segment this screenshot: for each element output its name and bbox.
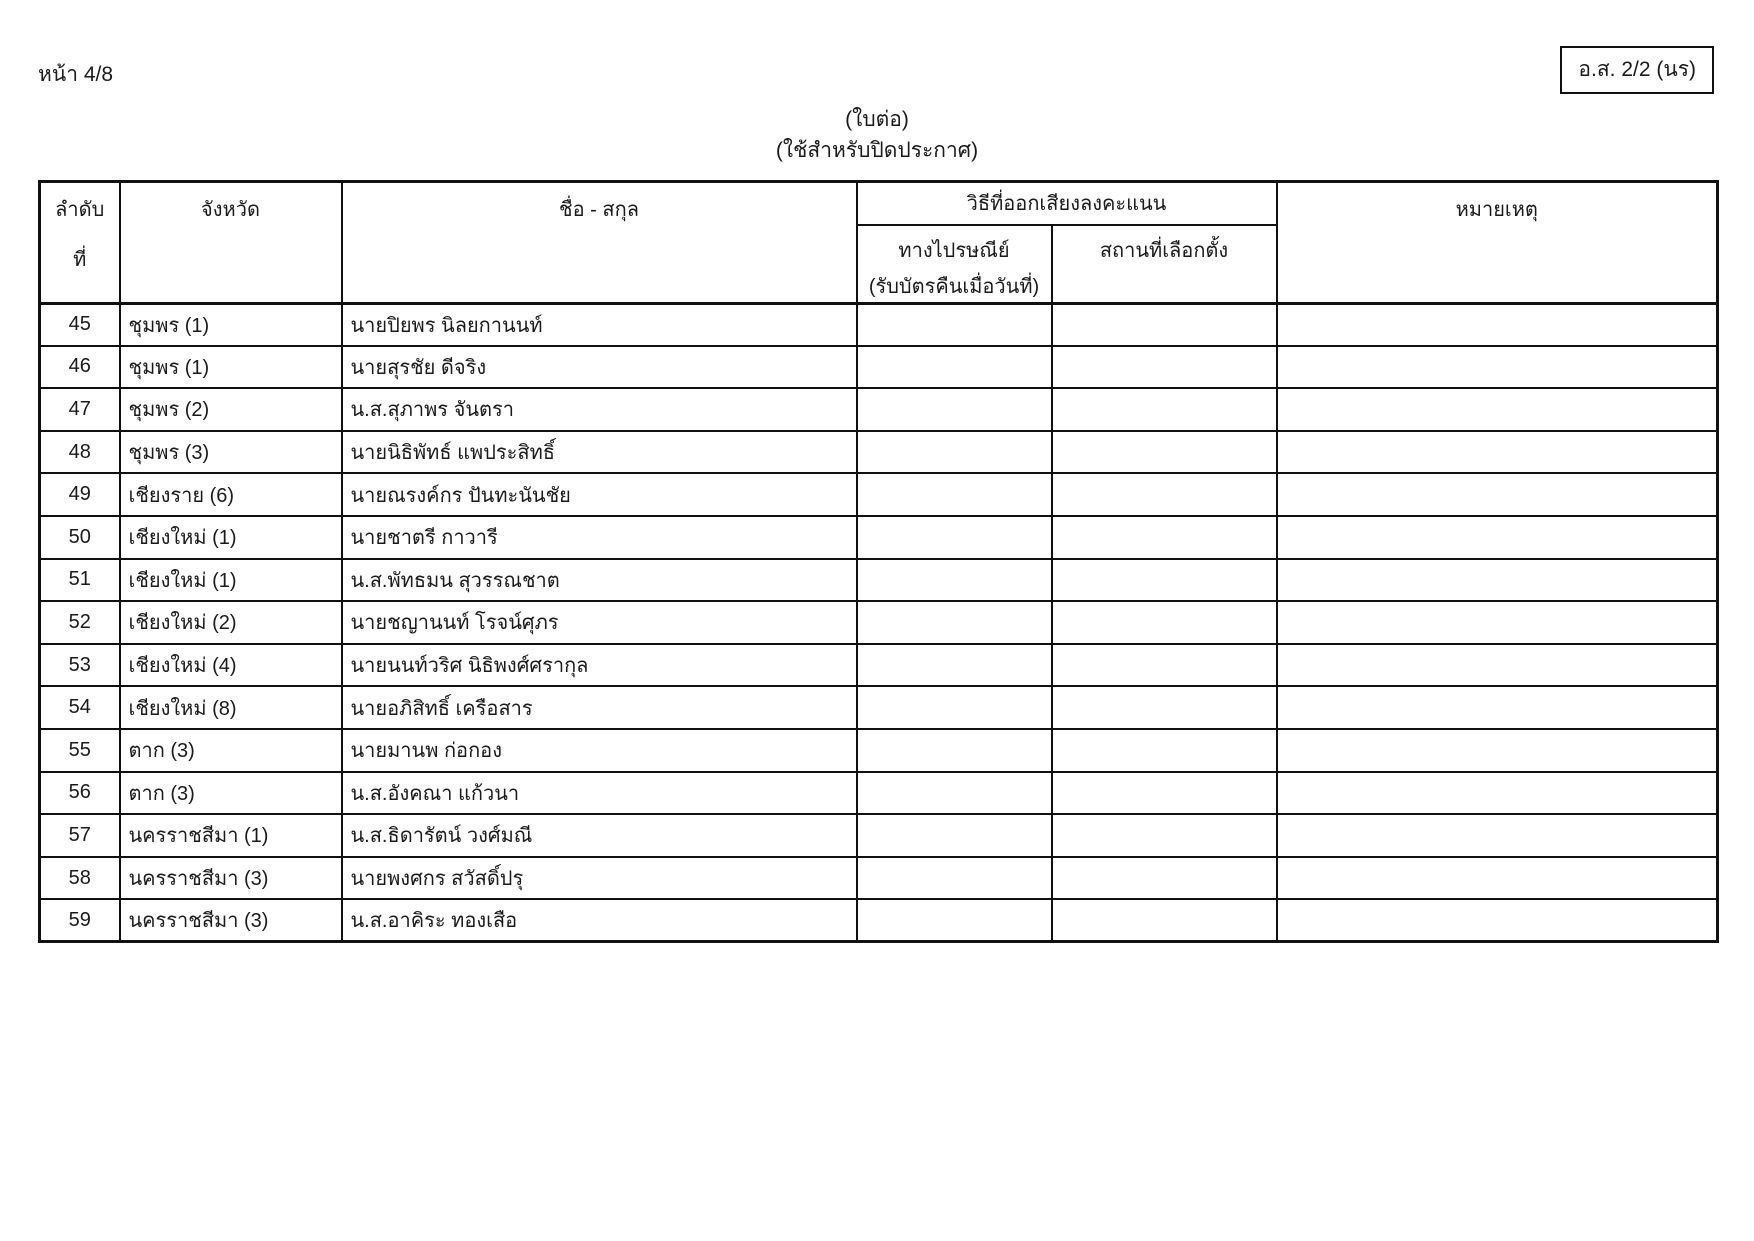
row-polling-place-cell [1052,303,1277,346]
row-by-mail-cell [857,772,1052,815]
row-by-mail-cell [857,686,1052,729]
row-remarks-cell [1277,559,1718,602]
header-province: จังหวัด [120,182,342,304]
page-number: หน้า 4/8 [38,63,114,86]
row-remarks-cell [1277,644,1718,687]
row-no-cell: 47 [40,388,120,431]
row-polling-place-cell [1052,601,1277,644]
header-order-line2: ที่ [73,249,87,271]
table-row [40,857,1718,900]
row-remarks-cell [1277,601,1718,644]
row-province-cell: เชียงราย (6) [120,473,342,516]
row-polling-place-cell [1052,516,1277,559]
row-name-cell: นายพงศกร สวัสดิ์ปรุ [342,857,857,900]
row-polling-place-cell [1052,559,1277,602]
row-name-cell: นายณรงค์กร ปันทะนันชัย [342,473,857,516]
row-by-mail-cell [857,473,1052,516]
row-by-mail-cell [857,431,1052,474]
row-no-cell: 52 [40,601,120,644]
row-by-mail-cell [857,303,1052,346]
row-polling-place-cell [1052,814,1277,857]
form-code-label: อ.ส. 2/2 (นร) [1578,58,1696,81]
row-polling-place-cell [1052,644,1277,687]
row-province-cell: เชียงใหม่ (1) [120,559,342,602]
row-by-mail-cell [857,559,1052,602]
row-polling-place-cell [1052,686,1277,729]
row-remarks-cell [1277,346,1718,389]
row-by-mail-cell [857,729,1052,772]
row-remarks-cell [1277,473,1718,516]
row-name-cell: นายนิธิพัทธ์ แพประสิทธิ์ [342,431,857,474]
row-no-cell: 49 [40,473,120,516]
row-name-cell: น.ส.ธิดารัตน์ วงศ์มณี [342,814,857,857]
row-remarks-cell [1277,686,1718,729]
row-name-cell: นายปิยพร นิลยกานนท์ [342,303,857,346]
row-name-cell: นายชาตรี กาวารี [342,516,857,559]
row-polling-place-cell [1052,729,1277,772]
header-by-mail [857,225,1052,304]
page-header [0,0,1754,104]
row-remarks-cell [1277,899,1718,942]
row-province-cell: ชุมพร (1) [120,303,342,346]
header-voting-method: วิธีที่ออกเสียงลงคะแนน [857,182,1277,225]
row-province-cell: นครราชสีมา (3) [120,899,342,942]
row-province-cell: ชุมพร (1) [120,346,342,389]
row-province-cell: เชียงใหม่ (2) [120,601,342,644]
row-no-cell: 56 [40,772,120,815]
row-polling-place-cell [1052,388,1277,431]
row-remarks-cell [1277,729,1718,772]
row-remarks-cell [1277,431,1718,474]
row-name-cell: น.ส.อาคิระ ทองเสือ [342,899,857,942]
row-remarks-cell [1277,772,1718,815]
row-province-cell: ชุมพร (3) [120,431,342,474]
header-order-number [40,182,120,304]
table-row [40,772,1718,815]
row-province-cell: เชียงใหม่ (1) [120,516,342,559]
row-province-cell: ตาก (3) [120,772,342,815]
row-remarks-cell [1277,857,1718,900]
table-row [40,899,1718,942]
row-no-cell: 58 [40,857,120,900]
voters-table-body [40,303,1718,942]
table-row [40,516,1718,559]
header-name-surname: ชื่อ - สกุล [342,182,857,304]
table-row [40,644,1718,687]
table-row [40,559,1718,602]
row-name-cell: นายสุรชัย ดีจริง [342,346,857,389]
row-province-cell: ตาก (3) [120,729,342,772]
form-code-box [1560,46,1714,94]
row-name-cell: น.ส.พัทธมน สุวรรณชาต [342,559,857,602]
row-remarks-cell [1277,388,1718,431]
table-row [40,473,1718,516]
row-polling-place-cell [1052,772,1277,815]
row-province-cell: ชุมพร (2) [120,388,342,431]
row-by-mail-cell [857,899,1052,942]
row-polling-place-cell [1052,473,1277,516]
row-by-mail-cell [857,601,1052,644]
row-remarks-cell [1277,814,1718,857]
row-remarks-cell [1277,303,1718,346]
row-by-mail-cell [857,857,1052,900]
row-polling-place-cell [1052,899,1277,942]
header-remarks: หมายเหตุ [1277,182,1718,304]
row-remarks-cell [1277,516,1718,559]
row-province-cell: เชียงใหม่ (4) [120,644,342,687]
row-no-cell: 59 [40,899,120,942]
row-by-mail-cell [857,814,1052,857]
row-no-cell: 48 [40,431,120,474]
table-row [40,686,1718,729]
row-name-cell: นายอภิสิทธิ์ เครือสาร [342,686,857,729]
table-row [40,814,1718,857]
row-no-cell: 53 [40,644,120,687]
row-polling-place-cell [1052,346,1277,389]
row-polling-place-cell [1052,857,1277,900]
row-name-cell: นายมานพ ก่อกอง [342,729,857,772]
row-province-cell: นครราชสีมา (3) [120,857,342,900]
row-polling-place-cell [1052,431,1277,474]
row-no-cell: 57 [40,814,120,857]
header-by-mail-line1: ทางไปรษณีย์ [898,239,1010,262]
row-no-cell: 55 [40,729,120,772]
subtitle-posting-usage: (ใช้สำหรับปิดประกาศ) [775,139,979,162]
header-polling-place: สถานที่เลือกตั้ง [1052,225,1277,304]
row-name-cell: นายชญานนท์ โรจน์ศุภร [342,601,857,644]
header-order-line1: ลำดับ [55,199,105,221]
table-row [40,729,1718,772]
row-by-mail-cell [857,388,1052,431]
row-name-cell: น.ส.สุภาพร จันตรา [342,388,857,431]
table-row [40,388,1718,431]
row-province-cell: นครราชสีมา (1) [120,814,342,857]
row-by-mail-cell [857,644,1052,687]
header-by-mail-line2: (รับบัตรคืนเมื่อวันที่) [868,275,1040,298]
row-by-mail-cell [857,346,1052,389]
voters-table [38,180,1719,943]
row-name-cell: นายนนท์วริศ นิธิพงศ์ศรากุล [342,644,857,687]
table-row [40,303,1718,346]
table-row [40,431,1718,474]
row-province-cell: เชียงใหม่ (8) [120,686,342,729]
voters-table-header [40,182,1718,304]
subtitle-continuation-sheet: (ใบต่อ) [845,108,909,131]
row-no-cell: 50 [40,516,120,559]
row-no-cell: 54 [40,686,120,729]
row-name-cell: น.ส.อังคณา แก้วนา [342,772,857,815]
table-row [40,346,1718,389]
row-no-cell: 46 [40,346,120,389]
row-no-cell: 45 [40,303,120,346]
row-no-cell: 51 [40,559,120,602]
row-by-mail-cell [857,516,1052,559]
table-row [40,601,1718,644]
